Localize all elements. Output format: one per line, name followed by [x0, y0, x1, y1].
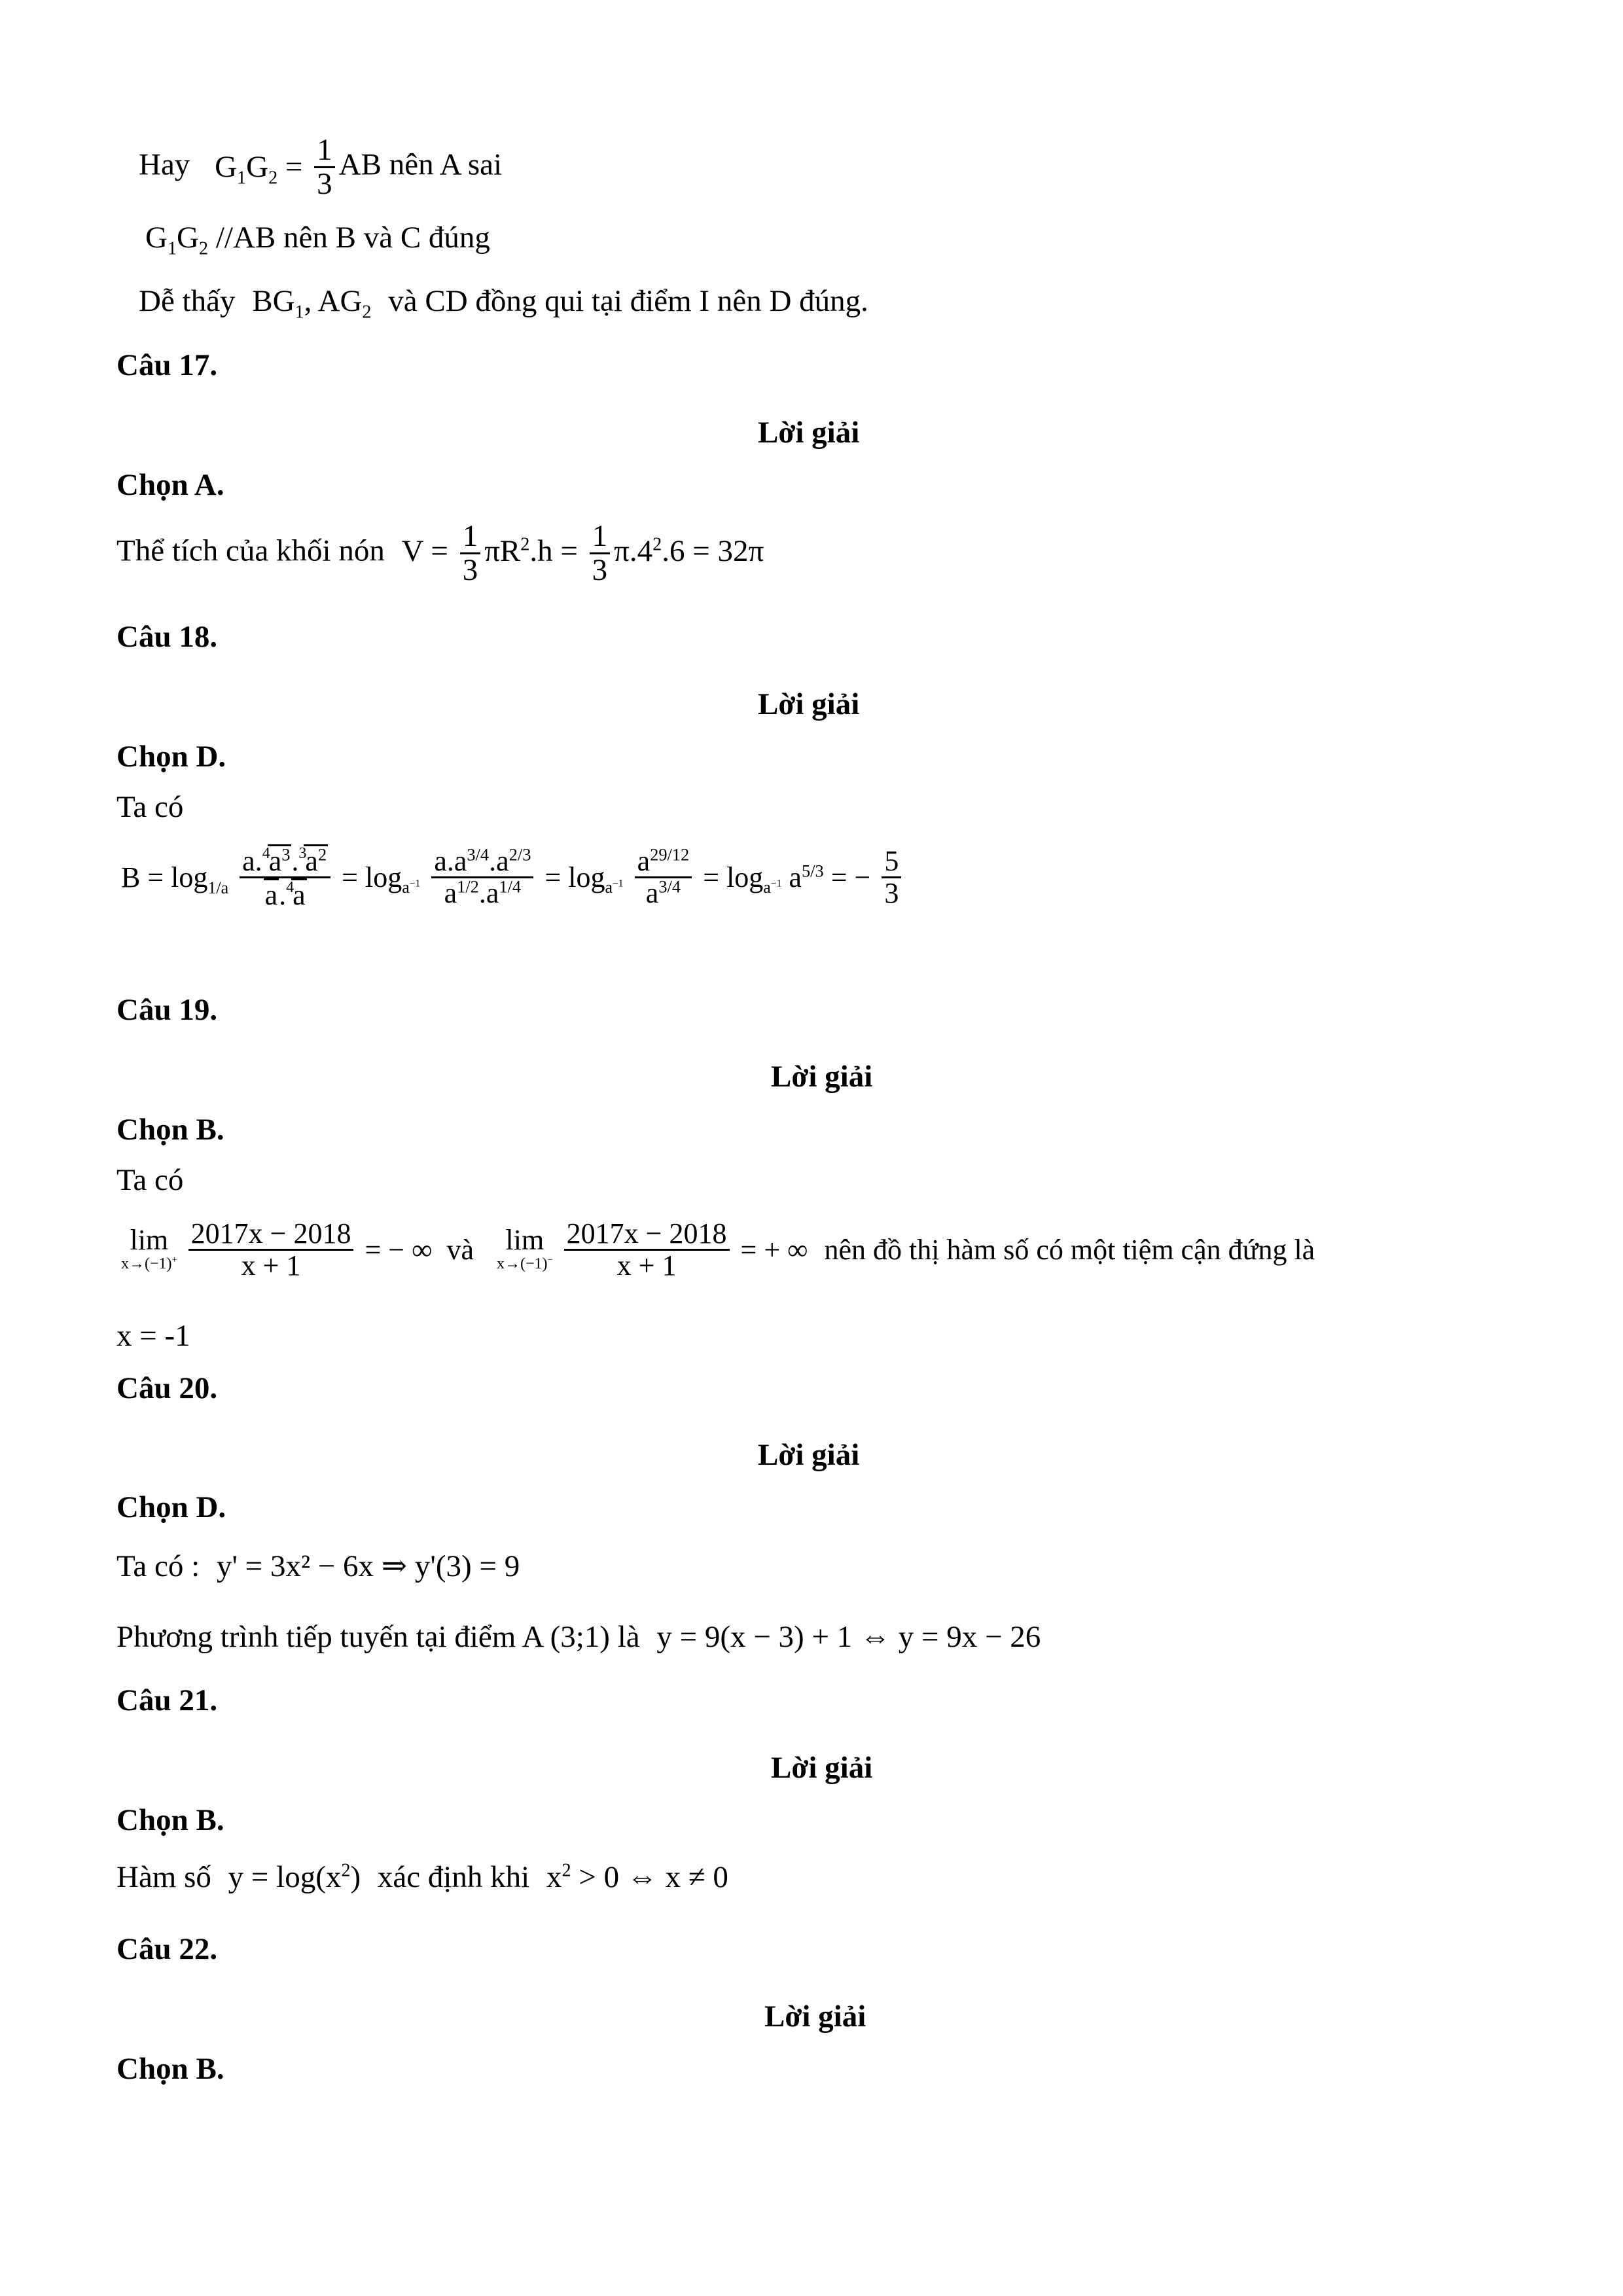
answer-19: Chọn B. — [116, 1113, 224, 1147]
solution-20-heading: Lời giải — [758, 1438, 860, 1472]
formula-derivative: y' = 3x² − 6x ⇒ y'(3) = 9 — [216, 1549, 520, 1583]
concurrent-text: và CD đồng qui tại điểm I nên D đúng. — [388, 284, 868, 318]
question-20-heading: Câu 20. — [116, 1371, 218, 1405]
solution-18-heading: Lời giải — [758, 687, 860, 721]
answer-20: Chọn D. — [116, 1490, 226, 1524]
ta-co-19: Ta có — [116, 1163, 184, 1197]
question-21-heading: Câu 21. — [116, 1683, 218, 1717]
solution-19-heading: Lời giải — [771, 1060, 873, 1094]
formula-bg1-ag2: $BG_1$, $AG_2$ — [252, 284, 372, 323]
line-concurrent — [139, 284, 868, 323]
formula-domain: $x^2 > 0$ ⇔ x ≠ 0 — [546, 1860, 728, 1894]
hay-text: Hay — [139, 147, 190, 182]
formula-tangent: y = 9(x − 3) + 1 ⇔ y = 9x − 26 — [656, 1620, 1041, 1654]
solution-17-heading: Lời giải — [758, 416, 860, 450]
parallel-text: //AB nên B và C đúng — [215, 221, 490, 255]
solution-22-heading: Lời giải — [764, 2000, 866, 2034]
formula-g1g2: $G_1G_2$ = — [215, 150, 303, 188]
ab-text: AB nên A sai — [338, 147, 503, 182]
question-22-heading: Câu 22. — [116, 1932, 218, 1966]
solution-21-heading: Lời giải — [771, 1751, 873, 1785]
answer-21: Chọn B. — [116, 1803, 224, 1837]
ta-co-18: Ta có — [116, 790, 184, 824]
answer-17: Chọn A. — [116, 468, 224, 502]
formula-log-x2: $y = \log(x^2)$ — [228, 1860, 361, 1894]
asymptote-value: x = -1 — [116, 1319, 190, 1353]
question-17-heading: Câu 17. — [116, 348, 218, 382]
line-tangent: Phương trình tiếp tuyến tại điểm A (3;1) là y = 9(x − 3) + 1 ⇔ y = 9x − 26 — [116, 1620, 1041, 1654]
line-domain: Hàm số $y = \log(x^2)$ xác định khi $x^2 > 0$ ⇔ x ≠ 0 — [116, 1860, 728, 1894]
line-cone-volume — [116, 520, 764, 587]
formula-log-b: $B = \log_{1/a}$ $\frac{a.^4a^3.^3a^2}{a.^4a}$ = $\log_{a^{-1}}$ $\frac{a.a^{3/4}.a^{2/3}}{a^{1/2}.a^{1/4}}$ = $\log_{a^{-1}}$ $\frac{a^{29/12}}{a^{3/4}}$ = $\log_{a^{-1}} a^{5/3}$ = − $\frac{5}{3}$ — [121, 844, 905, 910]
line-g1g2-parallel — [145, 221, 490, 259]
line-derivative: Ta có : y' = 3x² − 6x ⇒ y'(3) = 9 — [116, 1549, 520, 1583]
fraction-one-third: $\frac{1}{3}$ — [314, 134, 335, 201]
asymptote-text: nên đồ thị hàm số có một tiệm cận đứng là — [824, 1233, 1315, 1266]
question-18-heading: Câu 18. — [116, 620, 218, 654]
line-limits: lim x→(−1)+ $\frac{2017x - 2018}{x + 1}$ = − ∞ và lim x→(−1)− $\frac{2017x - 2018}{x + 1}$ = + ∞ nên đồ thị hàm số có một tiệm cận đứng là — [121, 1217, 1315, 1282]
answer-18: Chọn D. — [116, 740, 226, 774]
line-g1g2-ratio — [139, 134, 502, 201]
formula-cone-volume: V = $\frac{1}{3}$ $\pi R^2.h$ = $\frac{1}{3}$ $\pi.4^2.6 = 32\pi$ — [401, 519, 764, 588]
cone-volume-text: Thể tích của khối nón — [116, 533, 385, 568]
answer-22: Chọn B. — [116, 2052, 224, 2086]
formula-g1g2-b: $G_1G_2$ — [145, 221, 209, 259]
de-thay-text: Dễ thấy — [139, 284, 236, 318]
question-19-heading: Câu 19. — [116, 993, 218, 1027]
